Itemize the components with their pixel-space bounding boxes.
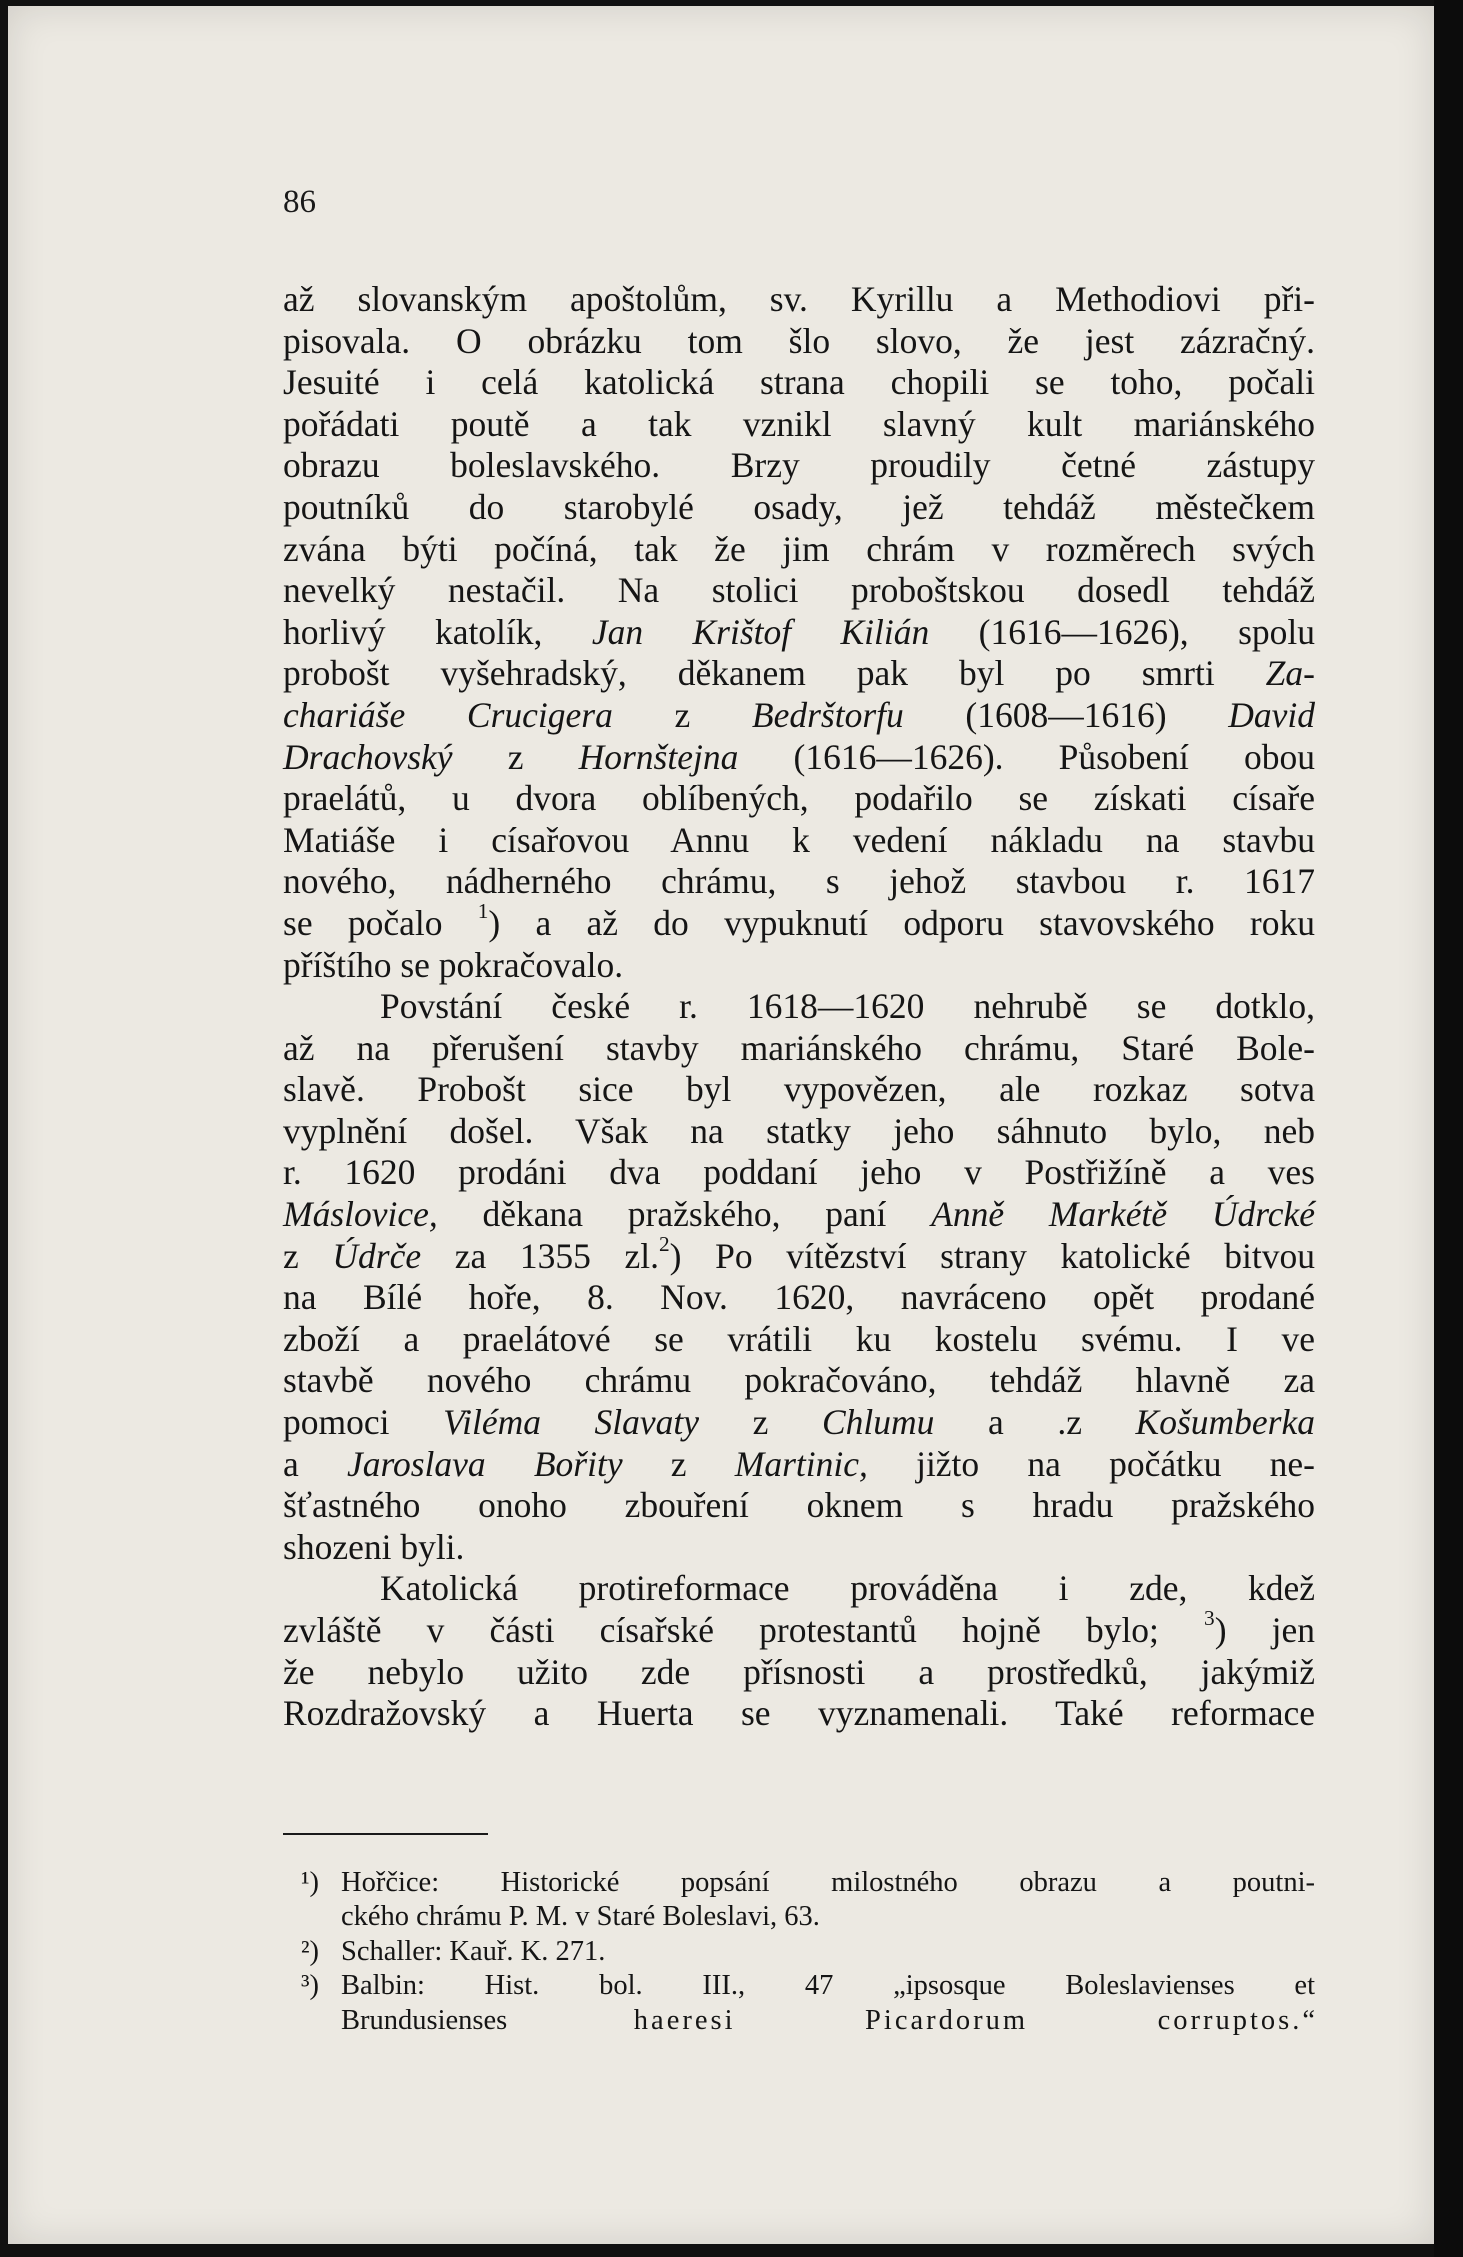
text-run: děkana pražského, paní xyxy=(437,1194,932,1235)
text-line xyxy=(283,1444,1315,1486)
text-line: slavě. Probošt sice byl vypovězen, ale rozkaz sotva xyxy=(283,1069,1315,1110)
text-line: poutníků do starobylé osady, jež tehdáž městečkem xyxy=(283,486,1315,527)
text-line: obrazu boleslavského. Brzy proudily četné zástupy xyxy=(283,445,1315,486)
text-run: pomoci xyxy=(283,1402,444,1443)
text-run: probošt vyšehradský, děkanem pak byl po smrti xyxy=(283,653,1266,694)
text-line: Jesuité i celá katolická strana chopili se toho, počali xyxy=(283,362,1315,403)
place-name: Údrče xyxy=(332,1235,422,1276)
footnote-3-cont xyxy=(341,2004,1315,2038)
footnote-mark: ³) xyxy=(301,1970,320,2002)
place-name: Košumberka xyxy=(1135,1402,1316,1443)
person-name: Drachovský xyxy=(283,736,453,777)
footnote-1-cont: ckého chrámu P. M. v Staré Boleslavi, 63. xyxy=(341,1901,820,1933)
text-line: praelátů, u dvora oblíbených, podařilo se získati císaře xyxy=(283,778,1315,819)
text-run: zvláště v části císařské protestantů hojně bylo; xyxy=(283,1610,1205,1650)
text-line: nevelký nestačil. Na stolici proboštskou dosedl tehdáž xyxy=(283,570,1315,611)
text-line: zvána býti počíná, tak že jim chrám v rozměrech svých xyxy=(283,528,1315,569)
text-run: za 1355 zl. xyxy=(421,1235,660,1276)
text-run: z xyxy=(699,1402,822,1443)
footnote-ref: 2 xyxy=(659,1231,670,1256)
text-run: a xyxy=(283,1443,347,1484)
page-number: 86 xyxy=(283,184,316,220)
person-name: Anně Markétě Údrcké xyxy=(931,1194,1316,1235)
text-line: až slovanským apoštolům, sv. Kyrillu a Methodiovi při- xyxy=(283,279,1315,319)
text-run: a .z xyxy=(934,1402,1136,1443)
footnote-3 xyxy=(301,1969,1315,2003)
text-run: jižto na počátku ne- xyxy=(867,1443,1315,1484)
text-line: že nebylo užito zde přísnosti a prostředků, jakýmiž xyxy=(283,1651,1315,1692)
place-name: Máslovice, xyxy=(283,1194,438,1235)
place-name: Bedrštorfu xyxy=(751,694,904,735)
book-page xyxy=(8,6,1434,2244)
text-line: až na přerušení stavby mariánského chrámu, Staré Bole- xyxy=(283,1027,1315,1068)
text-line xyxy=(283,737,1315,779)
text-line: pisovala. O obrázku tom šlo slovo, že jest zázračný. xyxy=(283,320,1315,361)
text-line: shozeni byli. xyxy=(283,1526,465,1567)
person-name: David xyxy=(1228,694,1315,735)
footnote-text: Balbin: Hist. bol. III., 47 „ipsosque Boleslavienses et xyxy=(341,1970,1315,2002)
footnote-mark: ²) xyxy=(301,1935,320,1967)
person-name: Za- xyxy=(1265,653,1315,694)
footnote-divider xyxy=(283,1833,488,1835)
text-run: (1608—1616) xyxy=(903,694,1229,735)
text-line xyxy=(283,1605,1315,1652)
text-line xyxy=(283,653,1315,695)
text-run: z xyxy=(283,1235,333,1276)
person-name: Jaroslava Bořity xyxy=(346,1443,623,1484)
text-line xyxy=(283,1194,1315,1236)
text-run: (1616—1626), spolu xyxy=(929,611,1315,652)
text-line xyxy=(283,898,1316,945)
footnote-text: “ xyxy=(1302,2004,1315,2036)
person-name: chariáše Crucigera xyxy=(283,694,613,735)
text-line xyxy=(283,612,1315,654)
footnote-1 xyxy=(301,1866,1315,1900)
scan-edge xyxy=(1434,0,1463,2257)
text-line: Rozdražovský a Huerta se vyznamenali. Také reformace xyxy=(283,1693,1315,1734)
text-line: příštího se pokračovalo. xyxy=(283,944,624,985)
text-line: pořádati poutě a tak vznikl slavný kult mariánského xyxy=(283,403,1315,444)
text-line: zboží a praelátové se vrátili ku kostelu svému. I ve xyxy=(283,1318,1315,1359)
footnote-ref: 3 xyxy=(1204,1605,1215,1630)
text-run: ) a až do vypuknutí odporu stavovského roku xyxy=(488,902,1316,943)
footnote-text: Schaller: Kauř. K. 271. xyxy=(341,1935,606,1967)
footnote-spaced-text: haeresi Picardorum corruptos. xyxy=(633,2004,1303,2036)
footnotes xyxy=(301,1866,1315,2038)
text-line xyxy=(283,1231,1316,1278)
text-line xyxy=(283,695,1315,737)
text-line: Matiáše i císařovou Annu k vedení nákladu na stavbu xyxy=(283,819,1315,860)
footnote-mark: ¹) xyxy=(301,1867,320,1898)
text-line: na Bílé hoře, 8. Nov. 1620, navráceno opět prodané xyxy=(283,1277,1315,1318)
text-run: z xyxy=(452,736,579,777)
body-text xyxy=(283,279,1315,1735)
footnote-text: Hořčice: Historické popsání milostného obrazu a poutni- xyxy=(341,1867,1315,1898)
text-line: stavbě nového chrámu pokračováno, tehdáž hlavně za xyxy=(283,1360,1315,1401)
text-run: se počalo xyxy=(283,902,478,943)
text-run: ) Po vítězství strany katolické bitvou xyxy=(669,1235,1316,1276)
footnote-text: Brundusienses xyxy=(341,2004,634,2036)
text-run: ) jen xyxy=(1214,1610,1315,1650)
text-line: šťastného onoho zbouření oknem s hradu pražského xyxy=(283,1485,1315,1526)
text-line: r. 1620 prodáni dva poddaní jeho v Postřižíně a ves xyxy=(283,1152,1315,1193)
text-line: Povstání české r. 1618—1620 nehrubě se dotklo, xyxy=(380,986,1315,1027)
text-line: nového, nádherného chrámu, s jehož stavbou r. 1617 xyxy=(283,861,1315,902)
place-name: Martinic, xyxy=(734,1443,868,1484)
text-line xyxy=(283,1402,1315,1444)
text-line: vyplnění došel. Však na statky jeho sáhnuto bylo, neb xyxy=(283,1110,1315,1151)
text-run: horlivý katolík, xyxy=(283,611,592,652)
footnote-2 xyxy=(301,1935,1315,1969)
person-name: Jan Krištof Kilián xyxy=(591,611,930,652)
place-name: Hornštejna xyxy=(578,736,739,777)
text-line: Katolická protireformace prováděna i zde, kdež xyxy=(380,1568,1315,1609)
text-run: z xyxy=(622,1443,735,1484)
text-run: z xyxy=(612,694,752,735)
place-name: Chlumu xyxy=(821,1402,935,1443)
person-name: Viléma Slavaty xyxy=(443,1402,700,1443)
footnote-ref: 1 xyxy=(477,898,489,923)
text-run: (1616—1626). Působení obou xyxy=(738,736,1315,777)
